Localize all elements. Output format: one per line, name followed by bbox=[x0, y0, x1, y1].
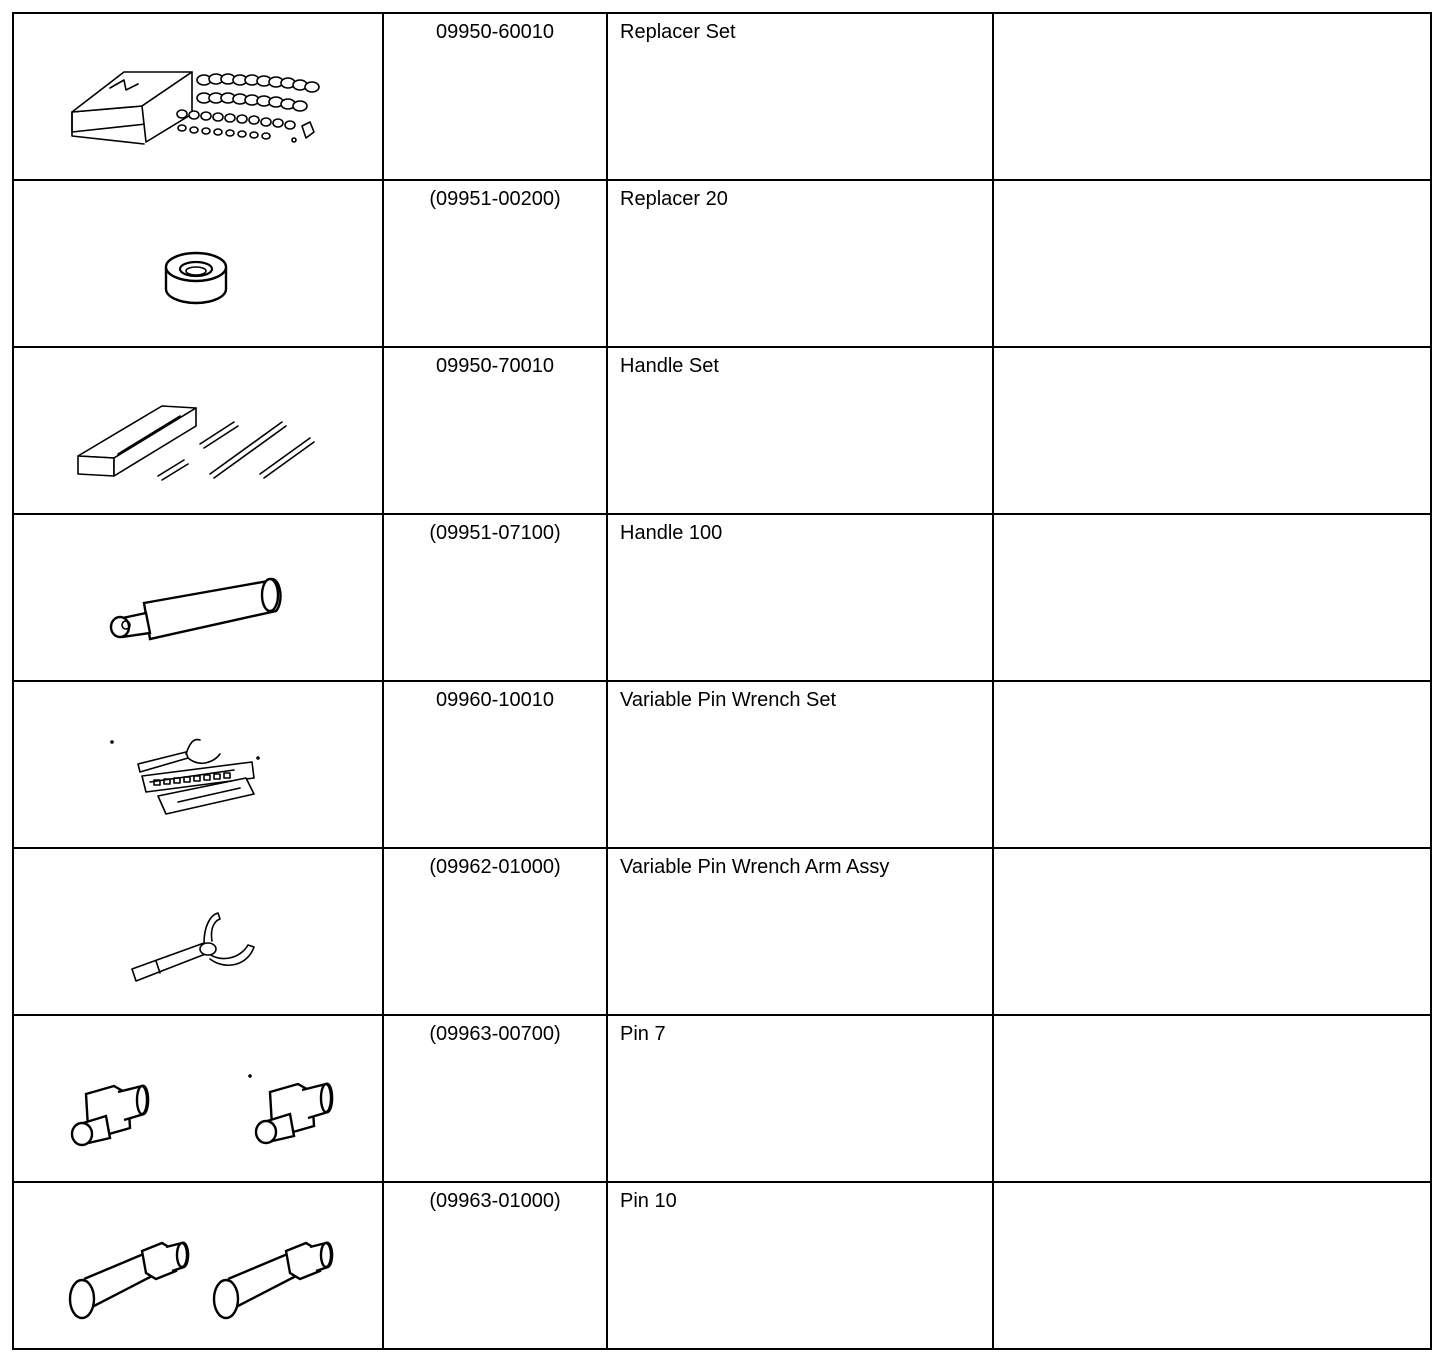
note-cell bbox=[993, 13, 1431, 180]
note-cell bbox=[993, 1182, 1431, 1349]
part-number: (09963-01000) bbox=[383, 1182, 607, 1349]
pin-wrench-set-icon bbox=[14, 682, 382, 839]
pin-wrench-arm-icon bbox=[14, 849, 382, 1006]
special-tools-table bbox=[12, 12, 1432, 1350]
tool-name: Pin 10 bbox=[607, 1182, 993, 1349]
tool-illustration-cell bbox=[13, 1015, 383, 1182]
tool-illustration-cell bbox=[13, 848, 383, 1015]
tool-illustration-cell bbox=[13, 13, 383, 180]
table-row bbox=[13, 681, 1431, 848]
part-number: 09960-10010 bbox=[383, 681, 607, 848]
table-row bbox=[13, 13, 1431, 180]
part-number: 09950-70010 bbox=[383, 347, 607, 514]
pin-long-icon bbox=[14, 1183, 382, 1340]
replacer-set-case-icon bbox=[14, 14, 382, 171]
tool-name: Replacer Set bbox=[607, 13, 993, 180]
tool-illustration-cell bbox=[13, 347, 383, 514]
replacer-ring-icon bbox=[14, 181, 382, 338]
table-row bbox=[13, 848, 1431, 1015]
note-cell bbox=[993, 180, 1431, 347]
tool-name: Handle 100 bbox=[607, 514, 993, 681]
table-row bbox=[13, 1182, 1431, 1349]
part-number: (09951-00200) bbox=[383, 180, 607, 347]
tool-illustration-cell bbox=[13, 180, 383, 347]
handle-cylinder-icon bbox=[14, 515, 382, 672]
tool-name: Variable Pin Wrench Arm Assy bbox=[607, 848, 993, 1015]
part-number: (09951-07100) bbox=[383, 514, 607, 681]
table-row bbox=[13, 1015, 1431, 1182]
tool-name: Replacer 20 bbox=[607, 180, 993, 347]
note-cell bbox=[993, 347, 1431, 514]
part-number: 09950-60010 bbox=[383, 13, 607, 180]
tool-name: Variable Pin Wrench Set bbox=[607, 681, 993, 848]
tool-illustration-cell bbox=[13, 1182, 383, 1349]
note-cell bbox=[993, 1015, 1431, 1182]
table-row bbox=[13, 514, 1431, 681]
part-number: (09963-00700) bbox=[383, 1015, 607, 1182]
handle-set-icon bbox=[14, 348, 382, 505]
note-cell bbox=[993, 514, 1431, 681]
pin-short-icon bbox=[14, 1016, 382, 1173]
part-number: (09962-01000) bbox=[383, 848, 607, 1015]
tool-illustration-cell bbox=[13, 681, 383, 848]
tool-name: Pin 7 bbox=[607, 1015, 993, 1182]
tool-illustration-cell bbox=[13, 514, 383, 681]
note-cell bbox=[993, 848, 1431, 1015]
note-cell bbox=[993, 681, 1431, 848]
tool-name: Handle Set bbox=[607, 347, 993, 514]
table-row bbox=[13, 180, 1431, 347]
table-row bbox=[13, 347, 1431, 514]
